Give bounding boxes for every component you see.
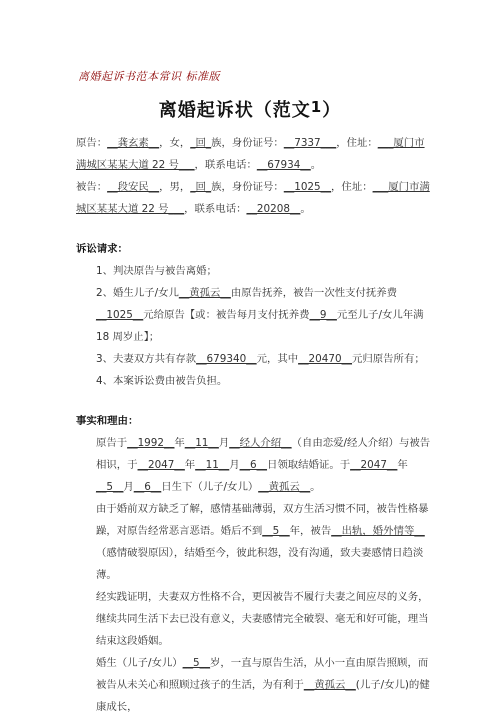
defendant-address-label: ，住址：	[331, 181, 373, 193]
claim3-total: __679340__	[196, 353, 257, 365]
defendant-address: ___厦门市满城区某某大道 22 号___	[76, 181, 430, 215]
claim2-text-a: 2、婚生儿子/女儿	[96, 287, 179, 299]
p1-text-d: （自由恋爱/经人介绍）与被告相识，于	[96, 437, 431, 471]
defendant-gender: ，男，	[159, 181, 191, 193]
p2-reason: __出轨，婚外情等__	[331, 525, 425, 537]
p1-text-i: 月	[123, 481, 134, 493]
defendant-ethnicity: _回_	[190, 181, 212, 193]
p1-child-name: __黄孤云__	[258, 481, 311, 493]
plaintiff-end: 。	[310, 159, 322, 171]
claim2-monthly: __9__	[309, 309, 337, 321]
facts-paragraph-3: 经实践证明，夫妻双方性格不合，更因被告不履行夫妻之间应尽的义务，继续共同生活下去已没有意义，夫妻感情完全破裂、毫无和好可能，理当结束这段婚姻。	[96, 591, 429, 647]
p2-years: __5__	[262, 525, 290, 537]
defendant-id-label: 族，身份证号：	[211, 181, 284, 193]
claim2-text-b: 由原告抚养，被告一次性支付抚养费	[230, 287, 398, 299]
defendant-id: __1025__	[283, 181, 332, 193]
p1-birth-month: __5__	[96, 481, 124, 493]
p4-age: __5__	[182, 657, 211, 669]
claim-item-3	[76, 348, 432, 370]
plaintiff-prefix: 原告：	[76, 137, 108, 149]
p1-text-a: 原告于	[96, 437, 128, 449]
plaintiff-gender: ，女，	[159, 137, 191, 149]
defendant-info	[76, 176, 432, 220]
p1-marriage-year: __2047__	[137, 459, 185, 471]
defendant-end: 。	[300, 203, 311, 215]
p1-text-h: 年	[397, 459, 408, 471]
p1-text-b: 年	[174, 437, 185, 449]
defendant-phone-label: ，联系电话：	[184, 203, 247, 215]
title-close: ）	[322, 100, 342, 121]
claim2-fee: __1025__	[96, 309, 144, 321]
p1-birth-day: __6__	[133, 481, 162, 493]
plaintiff-info	[76, 132, 432, 176]
plaintiff-address-label: ，住址：	[336, 137, 378, 149]
p1-month: __11__	[184, 437, 219, 449]
claim3-text-a: 3、夫妻双方共有存款	[96, 353, 197, 365]
p4-text-b: 岁，一直与原告生活，从小一直由原告照顾，而被告从未关心和照顾过孩子的生活，为有利于	[96, 657, 429, 691]
document-body	[76, 132, 432, 718]
p2-text-b: 年，被告	[289, 525, 332, 537]
claim3-part: __20470__	[298, 353, 352, 365]
p4-text-c: (儿子/女儿)的健康成长，	[96, 679, 430, 713]
p1-way: __经人介绍__	[229, 437, 292, 449]
p2-text-c: （感情破裂原因），结婚至今，彼此积怨，没有沟通，致夫妻感情日趋淡薄。	[96, 547, 424, 581]
plaintiff-name: __龚玄素__	[107, 137, 160, 149]
p2-text-a: 由于婚前双方缺乏了解，感情基础薄弱，双方生活习惯不同，被告性格暴躁，对原告经常恶言恶语。婚后不到	[96, 503, 429, 537]
claim3-text-b: 元，其中	[256, 353, 299, 365]
p1-text-g: 日领取结婚证。于	[267, 459, 351, 471]
document-header: 离婚起诉书范本常识 标准版	[78, 70, 220, 83]
page-title	[0, 96, 500, 122]
p1-text-k: 。	[310, 481, 321, 493]
facts-heading: 事实和理由：	[76, 415, 139, 427]
p1-marriage-month: __11__	[195, 459, 230, 471]
p1-year: __1992__	[127, 437, 175, 449]
claims-heading: 诉讼请求：	[76, 243, 128, 255]
defendant-prefix: 被告：	[76, 181, 108, 193]
p4-child-name: __黄孤云__	[303, 679, 356, 691]
plaintiff-address: ___厦门市满城区某某大道 22 号___	[76, 137, 425, 171]
plaintiff-phone-label: ，联系电话：	[194, 159, 257, 171]
p1-marriage-day: __6__	[239, 459, 267, 471]
claim-item-4: 4、本案诉讼费由被告负担。	[96, 375, 228, 387]
p1-text-f: 月	[229, 459, 240, 471]
title-number: 1	[310, 98, 323, 116]
p1-text-e: 年	[184, 459, 196, 471]
p1-text-c: 月	[218, 437, 230, 449]
claim3-text-c: 元归原告所有；	[352, 353, 425, 365]
claim2-text-c: 元给原告【或：被告每月支付抚养费	[143, 309, 310, 321]
claim2-text-d: 元至儿子/女儿年满 18 周岁止】；	[96, 309, 424, 343]
claim2-child-name: __黄孤云__	[178, 287, 231, 299]
defendant-name: __段安民__	[107, 181, 160, 193]
plaintiff-id: __7337___	[283, 137, 337, 149]
p1-text-j: 日生下（儿子/女儿）	[161, 481, 259, 493]
plaintiff-ethnicity: _回_	[190, 137, 212, 149]
plaintiff-phone: __67934__	[256, 159, 311, 171]
p4-text-a: 婚生（儿子/女儿）	[96, 657, 183, 669]
title-text: 离婚起诉状（范文	[158, 100, 311, 121]
plaintiff-id-label: 族，身份证号：	[211, 137, 284, 149]
claim-item-2	[76, 282, 432, 348]
claim-item-1: 1、判决原告与被告离婚；	[96, 265, 217, 277]
facts-paragraph-4	[76, 652, 432, 718]
facts-paragraph-2	[76, 498, 432, 586]
p1-birth-year: __2047__	[350, 459, 398, 471]
facts-paragraph-1	[76, 432, 432, 498]
defendant-phone: __20208__	[246, 203, 301, 215]
